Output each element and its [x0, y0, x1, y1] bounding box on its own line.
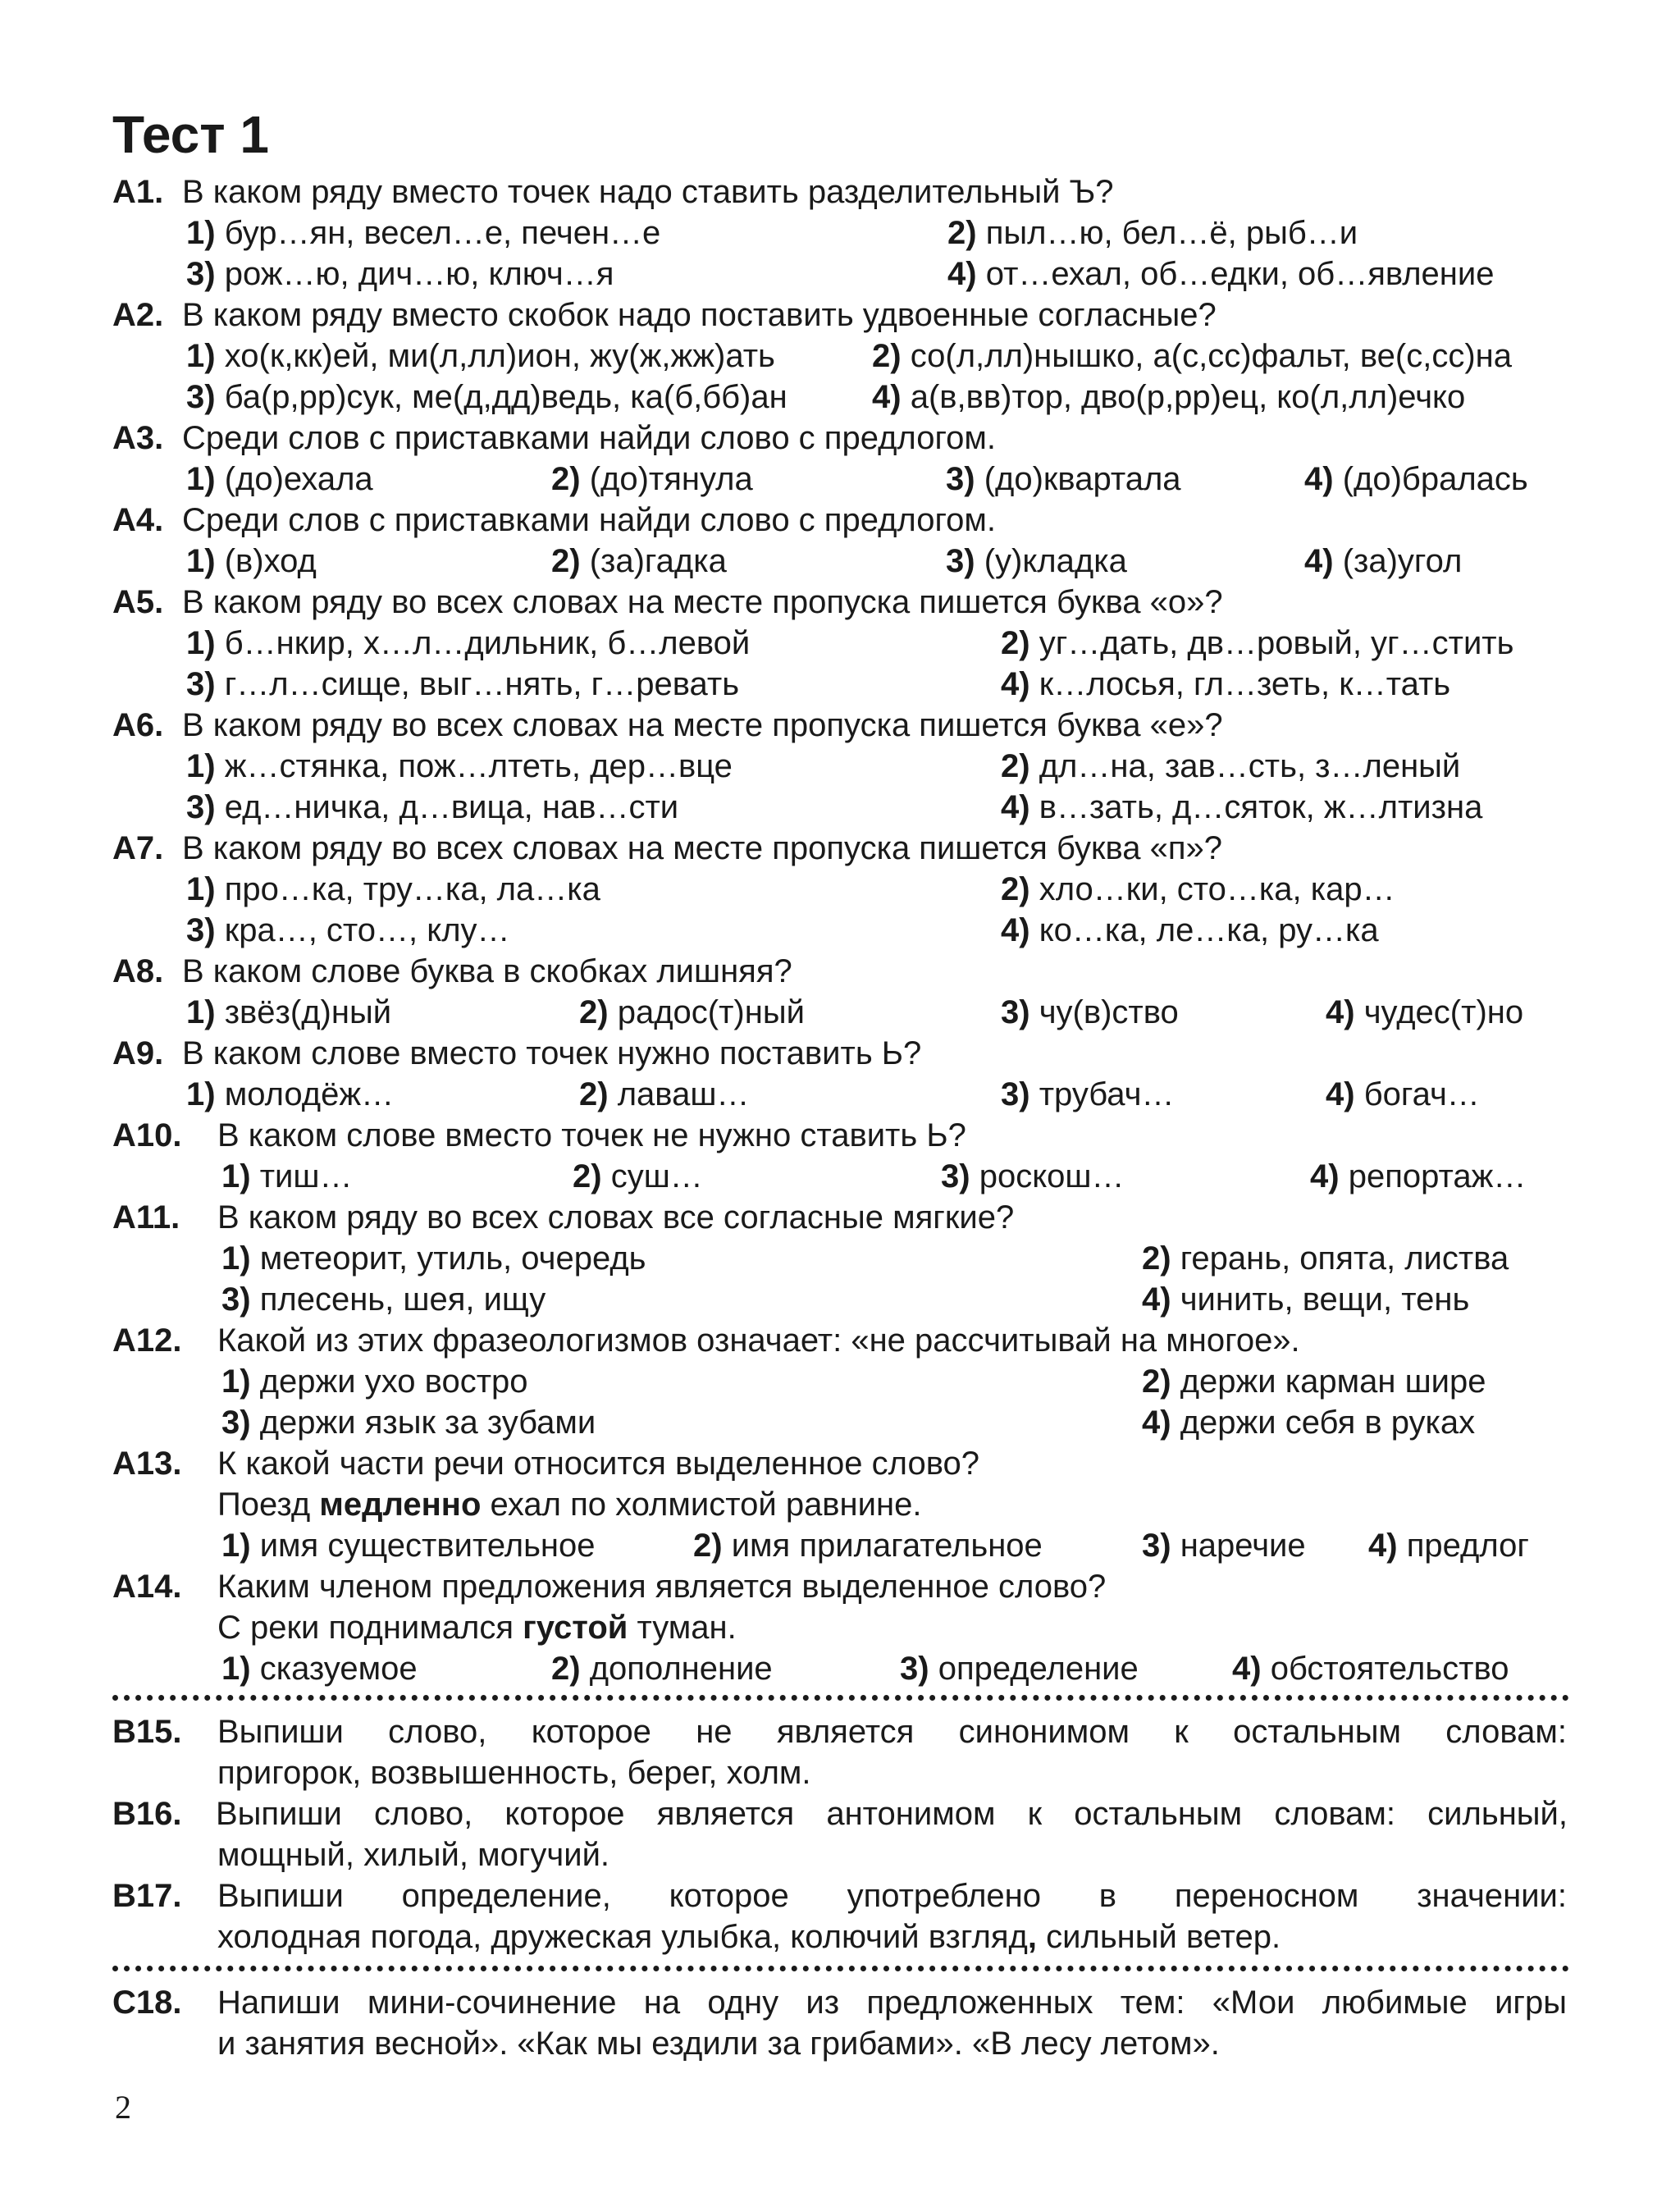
option-2[interactable]: 2) со(л,лл)нышко, а(с,сс)фальт, ве(с,сс)на [872, 338, 1512, 374]
question-number: А12. [112, 1322, 182, 1359]
question-number: А14. [112, 1569, 182, 1605]
option-1[interactable]: 1) бур…ян, весел…е, печен…е [186, 215, 661, 251]
task-text: Напиши мини-сочинение на одну из предложенных тем: «Мои любимые игры [217, 1985, 1567, 2021]
task-text: Выпиши определение, которое употреблено в переносном значении: [217, 1878, 1567, 1914]
question-number: А2. [112, 297, 164, 333]
task-number: В17. [112, 1878, 182, 1914]
question-number: А13. [112, 1446, 182, 1482]
option-4[interactable]: 4) ко…ка, ле…ка, ру…ка [1001, 912, 1379, 948]
option-3[interactable]: 3) плесень, шея, ищу [221, 1281, 546, 1318]
option-4[interactable]: 4) богач… [1326, 1076, 1480, 1112]
option-4[interactable]: 4) (за)угол [1304, 543, 1463, 579]
option-1[interactable]: 1) имя существительное [221, 1528, 596, 1564]
page-number: 2 [115, 2089, 131, 2126]
option-4[interactable]: 4) чудес(т)но [1326, 994, 1524, 1030]
option-4[interactable]: 4) обстоятельство [1232, 1651, 1509, 1687]
option-3[interactable]: 3) ба(р,рр)сук, ме(д,дд)ведь, ка(б,бб)ан [186, 379, 788, 415]
task-number: В16. [112, 1796, 182, 1832]
option-3[interactable]: 3) г…л…сище, выг…нять, г…ревать [186, 666, 740, 702]
question-text: Каким членом предложения является выделенное слово? [217, 1569, 1107, 1605]
highlighted-word: густой [523, 1610, 628, 1646]
option-3[interactable]: 3) (до)квартала [946, 461, 1181, 497]
option-2[interactable]: 2) суш… [573, 1158, 703, 1194]
question-number: А4. [112, 502, 164, 538]
option-4[interactable]: 4) предлог [1368, 1528, 1529, 1564]
option-1[interactable]: 1) молодёж… [186, 1076, 395, 1112]
option-2[interactable]: 2) пыл…ю, бел…ё, рыб…и [947, 215, 1358, 251]
task-text: Выпиши слово, которое является антонимом к остальным словам: сильный, [216, 1796, 1568, 1832]
option-1[interactable]: 1) (в)ход [186, 543, 317, 579]
option-2[interactable]: 2) дл…на, зав…сть, з…леный [1001, 748, 1461, 784]
question-text: В каком слове вместо точек нужно поставить Ь? [182, 1035, 922, 1071]
task-number: В15. [112, 1714, 182, 1750]
option-2[interactable]: 2) герань, опята, листва [1142, 1240, 1509, 1277]
question-text: В каком ряду во всех словах все согласные мягкие? [217, 1199, 1015, 1236]
option-1[interactable]: 1) про…ка, тру…ка, ла…ка [186, 871, 600, 907]
option-3[interactable]: 3) ед…ничка, д…вица, нав…сти [186, 789, 679, 825]
page-title: Тест 1 [112, 105, 269, 164]
option-4[interactable]: 4) чинить, вещи, тень [1142, 1281, 1470, 1318]
question-number: А8. [112, 953, 164, 989]
question-number: А11. [112, 1199, 180, 1236]
option-3[interactable]: 3) трубач… [1001, 1076, 1175, 1112]
option-1[interactable]: 1) звёз(д)ный [186, 994, 392, 1030]
option-4[interactable]: 4) к…лосья, гл…зеть, к…тать [1001, 666, 1451, 702]
question-text: В каком ряду во всех словах на месте пропуска пишется буква «п»? [182, 830, 1223, 866]
option-3[interactable]: 3) кра…, сто…, клу… [186, 912, 510, 948]
question-text: Среди слов с приставками найди слово с предлогом. [182, 502, 997, 538]
question-text: В каком ряду вместо точек надо ставить разделительный Ъ? [182, 174, 1114, 210]
option-4[interactable]: 4) а(в,вв)тор, дво(р,рр)ец, ко(л,лл)ечко [872, 379, 1466, 415]
option-1[interactable]: 1) держи ухо востро [221, 1363, 528, 1400]
option-2[interactable]: 2) дополнение [551, 1651, 773, 1687]
option-2[interactable]: 2) (до)тянула [551, 461, 753, 497]
option-3[interactable]: 3) определение [900, 1651, 1139, 1687]
question-text: В каком ряду во всех словах на месте пропуска пишется буква «е»? [182, 707, 1223, 743]
option-3[interactable]: 3) роскош… [941, 1158, 1125, 1194]
option-1[interactable]: 1) хо(к,кк)ей, ми(л,лл)ион, жу(ж,жж)ать [186, 338, 775, 374]
option-2[interactable]: 2) (за)гадка [551, 543, 727, 579]
option-2[interactable]: 2) лаваш… [579, 1076, 750, 1112]
task-text: Выпиши слово, которое не является синонимом к остальным словам: [217, 1714, 1567, 1750]
option-3[interactable]: 3) чу(в)ство [1001, 994, 1179, 1030]
task-number: С18. [112, 1985, 182, 2021]
option-3[interactable]: 3) рож…ю, дич…ю, ключ…я [186, 256, 614, 292]
question-text: В каком ряду во всех словах на месте пропуска пишется буква «о»? [182, 584, 1223, 620]
option-2[interactable]: 2) хло…ки, сто…ка, кар… [1001, 871, 1395, 907]
question-number: А3. [112, 420, 164, 456]
question-number: А7. [112, 830, 164, 866]
question-text: В каком ряду вместо скобок надо поставить удвоенные согласные? [182, 297, 1217, 333]
question-number: А6. [112, 707, 164, 743]
worksheet-page: Тест 1 А1. В каком ряду вместо точек надо ставить разделительный Ъ? 1) бур…ян, весел…е, печен…е 2) пыл…ю, бел…ё, рыб…и 3) рож…ю, дич…ю, ключ…я 4) от…ехал, об…едки, об…явление А2. В каком ряду вместо скобок надо поставить удвоенные согласные? 1) хо(к,кк)ей, ми(л,лл)ион, жу(ж,жж)ать 2) со(л,лл)нышко, а(с,сс)фальт, ве(с,сс)на 3) ба(р,рр)сук, ме(д,дд)ведь, ка(б,бб)ан 4) а(в,вв)тор, дво(р,рр)ец, ко(л,лл)ечко А3. Среди слов с приставками найди слово с предлогом. 1) (до)ехала 2) (до)тянула 3) (до)квартала 4) (до)бралась А4. Среди слов с приставками найди слово с предлогом. 1) (в)ход 2) (за)гадка 3) (у)кладка 4) (за)угол А5. В каком ряду во всех словах на месте пропуска пишется буква «о»? 1) б…нкир, х…л…дильник, б…левой 2) уг…дать, дв…ровый, уг…стить 3) г…л…сище, выг…нять, г…ревать 4) к…лосья, гл…зеть, к…тать А6. В каком ряду во всех словах на месте пропуска пишется буква «е»? 1) ж…стянка, пож…лтеть, дер…вце 2) дл…на, зав…сть, з…леный 3) ед…ничка, д…вица, нав…сти 4) в…зать, д…сяток, ж…лтизна А7. В каком ряду во всех словах на месте пропуска пишется буква «п»? 1) про…ка, тру…ка, ла…ка 2) хло…ки, сто…ка, кар… 3) кра…, сто…, клу… 4) ко…ка, ле…ка, ру…ка А8. В каком слове буква в скобках лишняя? 1) звёз(д)ный 2) радос(т)ный 3) чу(в)ство 4) чудес(т)но А9. В каком слове вместо точек нужно поставить Ь? 1) молодёж… 2) лаваш… 3) трубач… 4) богач… А10. В каком слове вместо точек не нужно ставить Ь? 1) тиш… 2) суш… 3) роскош… 4) репортаж… А11. В каком ряду во всех словах все согласные мягкие? 1) метеорит, утиль, очередь 2) герань, опята, листва 3) плесень, шея, ищу 4) чинить, вещи, тень А12. Какой из этих фразеологизмов означает: «не рассчитывай на многое». 1) держи ухо востро 2) держи карман шире 3) держи язык за зубами 4) держи себя в руках А13. К какой части речи относится выделенное слово? Поезд медленно ехал по холмистой равнине. 1) имя существительное 2) имя прилагательное 3) наречие 4) предлог А14. Каким членом предложения является выделенное слово? С реки поднимался густой туман. 1) сказуемое 2) дополнение 3) определение 4) обстоятельство В15. Выпиши слово, которое не является синонимом к остальным словам: пригорок, возвышенность, берег, холм. В16. Выпиши слово, которое является антонимом к остальным словам: сильный, мощный, хилый, могучий. В17. Выпиши определение, которое употреблено в переносном значении: холодная погода, дружеская улыбка, колючий взгляд, сильный ветер. С18. Напиши мини-сочинение на одну из предложенных тем: «Мои любимые игры и занятия весной». «Как мы ездили за грибами». «В лесу летом». 2 [0, 0, 1680, 2197]
option-4[interactable]: 4) (до)бралась [1304, 461, 1528, 497]
option-1[interactable]: 1) (до)ехала [186, 461, 373, 497]
question-number: А5. [112, 584, 164, 620]
option-1[interactable]: 1) метеорит, утиль, очередь [221, 1240, 646, 1277]
option-1[interactable]: 1) сказуемое [221, 1651, 418, 1687]
option-1[interactable]: 1) тиш… [221, 1158, 353, 1194]
question-number: А1. [112, 174, 164, 210]
section-divider [112, 1695, 1569, 1701]
option-2[interactable]: 2) держи карман шире [1142, 1363, 1486, 1400]
option-4[interactable]: 4) в…зать, д…сяток, ж…лтизна [1001, 789, 1483, 825]
highlighted-word: медленно [319, 1487, 482, 1523]
option-1[interactable]: 1) б…нкир, х…л…дильник, б…левой [186, 625, 751, 661]
option-1[interactable]: 1) ж…стянка, пож…лтеть, дер…вце [186, 748, 733, 784]
option-3[interactable]: 3) держи язык за зубами [221, 1405, 596, 1441]
option-4[interactable]: 4) держи себя в руках [1142, 1405, 1476, 1441]
question-text: Какой из этих фразеологизмов означает: «не рассчитывай на многое». [217, 1322, 1300, 1359]
option-3[interactable]: 3) наречие [1142, 1528, 1306, 1564]
question-text: В каком слове буква в скобках лишняя? [182, 953, 792, 989]
question-number: А9. [112, 1035, 164, 1071]
option-2[interactable]: 2) имя прилагательное [693, 1528, 1043, 1564]
question-text: К какой части речи относится выделенное слово? [217, 1446, 979, 1482]
question-text: Среди слов с приставками найди слово с предлогом. [182, 420, 997, 456]
question-number: А10. [112, 1117, 182, 1153]
question-text: В каком слове вместо точек не нужно ставить Ь? [217, 1117, 966, 1153]
option-2[interactable]: 2) радос(т)ный [579, 994, 805, 1030]
option-4[interactable]: 4) репортаж… [1310, 1158, 1527, 1194]
option-3[interactable]: 3) (у)кладка [946, 543, 1127, 579]
option-4[interactable]: 4) от…ехал, об…едки, об…явление [947, 256, 1495, 292]
option-2[interactable]: 2) уг…дать, дв…ровый, уг…стить [1001, 625, 1514, 661]
section-divider [112, 1966, 1569, 1971]
